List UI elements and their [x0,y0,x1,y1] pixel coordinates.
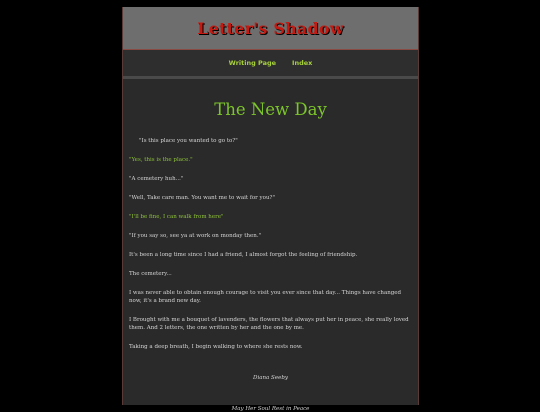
story-paragraph: The cemetery... [129,271,172,277]
story-paragraph: I Brought with me a bouquet of lavenders, the flowers that always put her in peace, she really loved them. And 2 letters, the one written by her and the one by me. [129,317,409,331]
epitaph-line: May Her Soul Rest in Peace [231,406,310,412]
story-paragraph: "A cemetery huh..." [129,176,184,182]
nav-bar [123,50,418,79]
story-paragraph: "If you say so, see ya at work on monday then." [129,233,262,239]
story-content [123,100,418,412]
story-paragraph: It's been a long time since I had a friend, I almost forgot the feeling of friendship. [129,252,358,258]
site-title: Letter's Shadow [197,18,344,38]
author-signature: Diana Seeby [253,375,288,381]
story-paragraph: "Yes, this is the place." [129,157,193,163]
site-header [123,7,418,50]
story-paragraph: "Is this place you wanted to go to?" [139,138,238,144]
page-container [122,7,419,412]
story-paragraph: "I'll be fine, I can walk from here" [129,214,224,220]
nav-link-index[interactable]: Index [292,59,313,67]
chapter-title: The New Day [214,100,327,119]
story-paragraph: Taking a deep breath, I begin walking to where she rests now. [129,344,303,350]
nav-link-writing-page[interactable]: Writing Page [228,59,277,67]
story-paragraph: I was never able to obtain enough courage to visit you ever since that day... Things have changed now, it's a brand new day. [129,290,402,304]
story-paragraph: "Well, Take care man. You want me to wait for you?" [129,195,275,201]
